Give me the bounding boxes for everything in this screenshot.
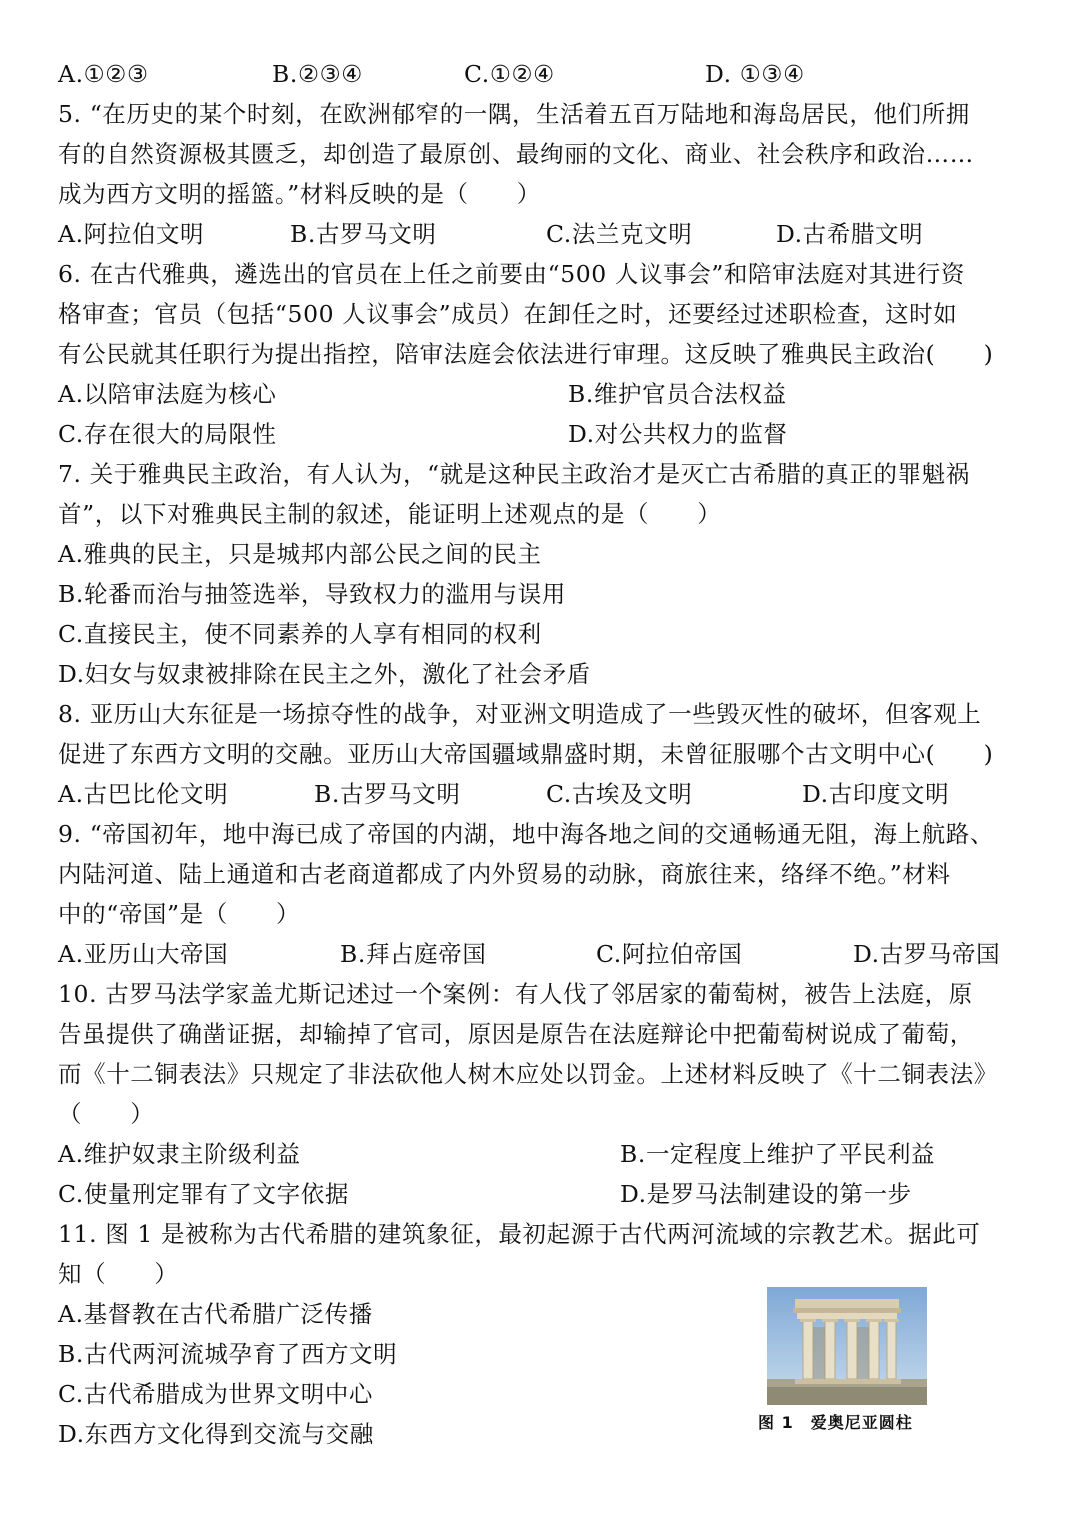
q10-option-c: C.使量刑定罪有了文字依据 (58, 1180, 349, 1208)
q9-stem-line: 9. “帝国初年，地中海已成了帝国的内湖，地中海各地之间的交通畅通无阻，海上航路、 (58, 820, 995, 848)
q7-stem-line: 首”，以下对雅典民主制的叙述，能证明上述观点的是（ ） (58, 500, 722, 528)
figure-caption: 图 1 爱奥尼亚圆柱 (758, 1413, 913, 1432)
q10-stem-line: 而《十二铜表法》只规定了非法砍他人树木应处以罚金。上述材料反映了《十二铜表法》 (58, 1060, 998, 1088)
q9-stem-line: 内陆河道、陆上通道和古老商道都成了内外贸易的动脉，商旅往来，络绎不绝。”材料 (58, 860, 951, 888)
q6-option-d: D.对公共权力的监督 (568, 420, 788, 448)
q5-stem-line: 有的自然资源极其匮乏，却创造了最原创、最绚丽的文化、商业、社会秩序和政治…… (58, 140, 974, 168)
q11-stem-line: 11. 图 1 是被称为古代希腊的建筑象征，最初起源于古代两河流域的宗教艺术。据此可 (58, 1220, 981, 1248)
q6-stem-line: 6. 在古代雅典，遴选出的官员在上任之前要由“500 人议事会”和陪审法庭对其进行资 (58, 260, 965, 288)
q9-option-c: C.阿拉伯帝国 (596, 940, 743, 968)
q9-option-b: B.拜占庭帝国 (340, 940, 487, 968)
q10-stem-line: （ ） (58, 1100, 155, 1128)
q6-option-a: A.以陪审法庭为核心 (58, 380, 277, 408)
q8-stem-line: 8. 亚历山大东征是一场掠夺性的战争，对亚洲文明造成了一些毁灭性的破坏，但客观上 (58, 700, 982, 728)
q4-option-b: B.②③④ (272, 60, 363, 88)
q6-option-b: B.维护官员合法权益 (568, 380, 787, 408)
q8-stem-line: 促进了东西方文明的交融。亚历山大帝国疆域鼎盛时期，未曾征服哪个古文明中心( ) (58, 740, 994, 768)
q8-option-c: C.古埃及文明 (546, 780, 693, 808)
q8-option-a: A.古巴比伦文明 (58, 780, 229, 808)
q5-stem-line: 成为西方文明的摇篮。”材料反映的是（ ） (58, 180, 541, 208)
q5-option-a: A.阿拉伯文明 (58, 220, 205, 248)
q10-option-b: B.一定程度上维护了平民利益 (620, 1140, 936, 1168)
q8-option-d: D.古印度文明 (802, 780, 950, 808)
q10-option-d: D.是罗马法制建设的第一步 (620, 1180, 912, 1208)
q8-option-b: B.古罗马文明 (314, 780, 461, 808)
q4-option-a: A.①②③ (58, 60, 149, 88)
q11-stem-line: 知（ ） (58, 1260, 179, 1288)
q5-stem-line: 5. “在历史的某个时刻，在欧洲郁窄的一隅，生活着五百万陆地和海岛居民，他们所拥 (58, 100, 970, 128)
q11-option-d: D.东西方文化得到交流与交融 (58, 1420, 374, 1448)
q11-option-c: C.古代希腊成为世界文明中心 (58, 1380, 374, 1408)
q4-option-c: C.①②④ (464, 60, 555, 88)
q6-stem-line: 格审查；官员（包括“500 人议事会”成员）在卸任之时，还要经过述职检查，这时如 (58, 300, 958, 328)
q10-stem-line: 告虽提供了确凿证据，却输掉了官司，原因是原告在法庭辩论中把葡萄树说成了葡萄， (58, 1020, 974, 1048)
q4-option-d: D. ①③④ (705, 60, 805, 88)
q7-option-c: C.直接民主，使不同素养的人享有相同的权利 (58, 620, 542, 648)
q10-option-a: A.维护奴隶主阶级利益 (58, 1140, 301, 1168)
q9-option-d: D.古罗马帝国 (853, 940, 1001, 968)
q7-option-b: B.轮番而治与抽签选举，导致权力的滥用与误用 (58, 580, 566, 608)
q7-stem-line: 7. 关于雅典民主政治，有人认为，“就是这种民主政治才是灭亡古希腊的真正的罪魁祸 (58, 460, 970, 488)
q5-option-b: B.古罗马文明 (290, 220, 437, 248)
q5-option-d: D.古希腊文明 (776, 220, 924, 248)
q11-option-a: A.基督教在古代希腊广泛传播 (58, 1300, 373, 1328)
ionic-column-photo (767, 1287, 927, 1405)
q7-option-d: D.妇女与奴隶被排除在民主之外，激化了社会矛盾 (58, 660, 591, 688)
q9-stem-line: 中的“帝国”是（ ） (58, 900, 301, 928)
q7-option-a: A.雅典的民主，只是城邦内部公民之间的民主 (58, 540, 542, 568)
q11-option-b: B.古代两河流城孕育了西方文明 (58, 1340, 398, 1368)
q9-option-a: A.亚历山大帝国 (58, 940, 229, 968)
q6-stem-line: 有公民就其任职行为提出指控，陪审法庭会依法进行审理。这反映了雅典民主政治( ) (58, 340, 994, 368)
q5-option-c: C.法兰克文明 (546, 220, 693, 248)
q10-stem-line: 10. 古罗马法学家盖尤斯记述过一个案例：有人伐了邻居家的葡萄树，被告上法庭，原 (58, 980, 973, 1008)
q6-option-c: C.存在很大的局限性 (58, 420, 277, 448)
